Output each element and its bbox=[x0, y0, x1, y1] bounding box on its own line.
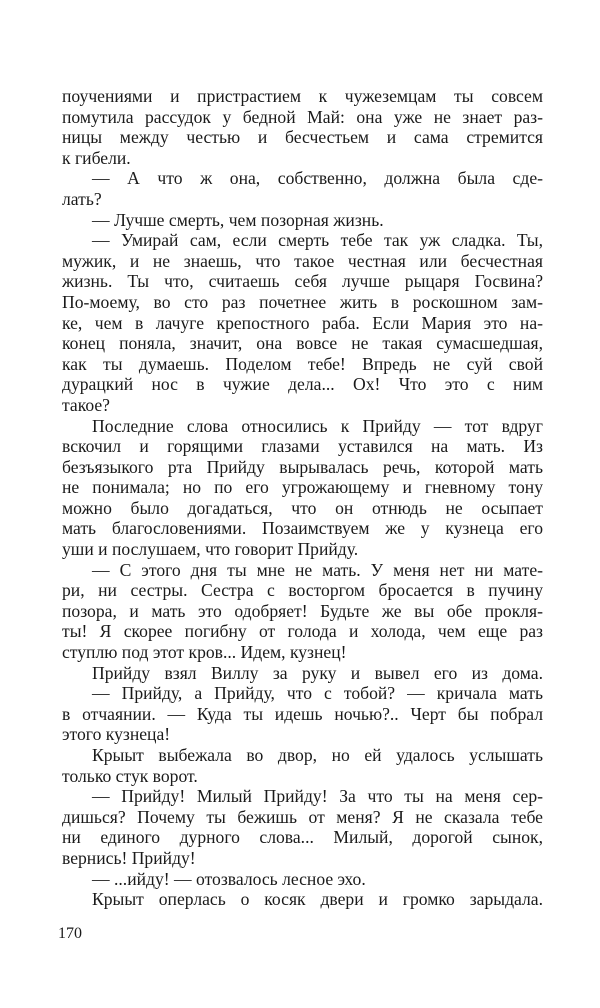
text-line: — С этого дня ты мне не мать. У меня нет ни мате- bbox=[92, 559, 543, 580]
text-line: не понимала; но по его угрожающему и гневному тону bbox=[62, 477, 543, 498]
text-line: Крыыт оперлась о косяк двери и громко зарыдала. bbox=[92, 889, 543, 910]
text-line: уши и послушаем, что говорит Прийду. bbox=[62, 539, 359, 560]
text-line: конец поняла, значит, она вовсе не такая сумасшедшая, bbox=[62, 333, 543, 354]
text-line: к гибели. bbox=[62, 147, 131, 168]
text-line: безъязыкого рта Прийду вырывалась речь, которой мать bbox=[62, 456, 543, 477]
text-line: мать благословениями. Позаимствуем же у кузнеца его bbox=[62, 518, 543, 539]
text-line: Последние слова относились к Прийду — тот вдруг bbox=[92, 415, 543, 436]
text-line: поучениями и пристрастием к чужеземцам ты совсем bbox=[62, 86, 543, 106]
text-line: ступлю под этот кров... Идем, кузнец! bbox=[62, 642, 347, 663]
text-line: дишься? Почему ты бежишь от меня? Я не сказала тебе bbox=[62, 806, 543, 827]
text-line: ри, ни сестры. Сестра с восторгом бросается в пучину bbox=[62, 580, 543, 601]
text-line: — Умирай сам, если смерть тебе так уж сладка. Ты, bbox=[92, 230, 543, 251]
text-line: вернись! Прийду! bbox=[62, 847, 196, 868]
text-line: ницы между честью и бесчестьем и сама стремится bbox=[62, 127, 543, 148]
text-line: этого кузнеца! bbox=[62, 724, 171, 745]
text-line: — Лучше смерть, чем позорная жизнь. bbox=[92, 209, 384, 230]
text-line: мужик, и не знаешь, что такое честная или бесчестная bbox=[62, 250, 543, 271]
text-line: позора, и мать это одобряет! Будьте же вы обе прокля- bbox=[62, 600, 543, 621]
text-line: — Прийду, а Прийду, что с тобой? — кричала мать bbox=[92, 683, 543, 704]
text-line: Крыыт выбежала во двор, но ей удалось услышать bbox=[92, 745, 543, 765]
text-line: такое? bbox=[62, 394, 110, 415]
text-line: Прийду взял Виллу за руку и вывел его из дома. bbox=[92, 662, 543, 683]
text-line: — Прийду! Милый Прийду! За что ты на меня сер- bbox=[92, 786, 543, 807]
text-line: жизнь. Ты что, считаешь себя лучше рыцаря Госвина? bbox=[62, 271, 543, 292]
text-line: ни единого дурного слова... Милый, дорогой сынок, bbox=[62, 827, 543, 848]
text-line: — ...ийду! — отозвалось лесное эхо. bbox=[92, 868, 366, 889]
text-line: только стук ворот. bbox=[62, 765, 198, 786]
text-line: По-моему, во сто раз почетнее жить в роскошном зам- bbox=[62, 291, 543, 312]
text-line: помутила рассудок у бедной Май: она уже не знает раз- bbox=[62, 106, 543, 127]
text-line: ке, чем в лачуге крепостного раба. Если Мария это на- bbox=[62, 312, 543, 333]
text-line: дурацкий нос в чужие дела... Ох! Что это с ним bbox=[62, 374, 543, 395]
text-line: можно было догадаться, что он отнюдь не осыпает bbox=[62, 497, 543, 518]
text-line: как ты думаешь. Поделом тебе! Впредь не суй свой bbox=[62, 353, 543, 374]
text-line: в отчаянии. — Куда ты идешь ночью?.. Черт бы побрал bbox=[62, 703, 543, 724]
text-line: вскочил и горящими глазами уставился на мать. Из bbox=[62, 436, 543, 457]
page-number: 170 bbox=[58, 925, 82, 942]
book-page-text bbox=[62, 86, 543, 910]
text-line: ты! Я скорее погибну от голода и холода, чем еще раз bbox=[62, 621, 543, 642]
text-line: лать? bbox=[62, 188, 102, 209]
text-line: — А что ж она, собственно, должна была сде- bbox=[92, 168, 543, 189]
